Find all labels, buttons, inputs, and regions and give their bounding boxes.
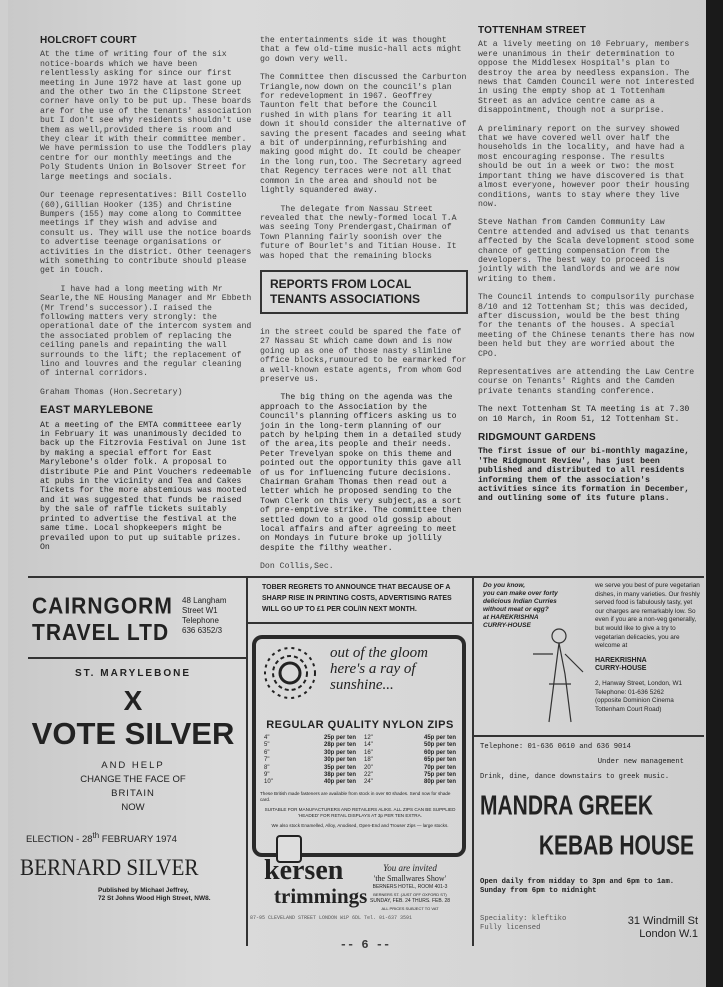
mandra-name: KEBAB HOUSE bbox=[538, 831, 694, 862]
mandra-greek-ad bbox=[480, 743, 702, 943]
zip-size: 14" bbox=[364, 742, 373, 749]
harekrishna-address: 2, Hanway Street, London, W1 bbox=[595, 679, 683, 687]
zip-price-row bbox=[364, 772, 456, 779]
paragraph: The Council intends to compulsorily purchase 8/10 and 12 Tottenham St; this was decided, after discussion, would be the best thing for the tenants of the houses. A special meeting of the Chinese tenants there has now been held but they are worried about the CPO. bbox=[478, 293, 695, 359]
box-title-line: TENANTS ASSOCIATIONS bbox=[270, 291, 421, 306]
zip-price: 38p per ten bbox=[323, 772, 356, 779]
zip-price-row bbox=[364, 765, 456, 772]
zip-size: 9" bbox=[264, 772, 270, 779]
intro-line: without meat or egg? bbox=[483, 606, 549, 613]
zip-price-row bbox=[264, 772, 356, 779]
tottenham-heading: TOTTENHAM STREET bbox=[478, 25, 587, 36]
intro-line: at HAREKRISHNA bbox=[483, 614, 539, 621]
column-3 bbox=[478, 26, 698, 513]
cairngorm-address: 48 Langham bbox=[182, 596, 227, 605]
election-date-text: FEBRUARY 1974 bbox=[99, 834, 177, 846]
paragraph: The Committee then discussed the Carburton Triangle,now down on the council's plan for redevelopment in 1967. Geoffrey Taunton felt that before the Council rushed in with plans for tearing it all down it should consider the alternative of saving the present facades and seeing what a bit of underpinning,refurbishing and making good might do. It could be cheaper in the long run,too. The Secretary agreed that Regency terraces were not all that common in the area and should not be lightly squandered away. bbox=[260, 73, 467, 196]
paragraph: Steve Nathan from Camden Community Law Centre attended and advised us that tenants affected by the Scala development stood some chance of getting compensation from the developers. The best way to proceed is jointly with the landlords and we are now writing to them. bbox=[478, 218, 695, 284]
signature: Don Collis,Sec. bbox=[260, 562, 334, 572]
zip-price-row bbox=[264, 735, 356, 742]
zip-price-row bbox=[264, 757, 356, 764]
paragraph: At the time of writing four of the six notice-boards which we have been relentlessly asking for since our first meeting in June 1972 have at last gone up and the other two in the Clipstone Street corner have only to be put up. These boards are for the use of the tenants' association but I don't see why residents shouldn't use them as well,provided there is room and they clear it with their committee member. We have permission to use the Toddlers play centre for our monthly meetings and the Poly Students Union in Bolsover Street for large meetings and socials. bbox=[40, 50, 252, 182]
zip-price-row bbox=[264, 750, 356, 757]
paragraph: The delegate from Nassau Street revealed that the newly-formed local T.A was seeing Tony Prendergast,Chairman of Town Planning fairly soonish over the future of Bourlet's and Titian House. It was hoped that the remaining blocks bbox=[260, 204, 457, 261]
x-mark: X bbox=[123, 685, 143, 716]
cairngorm-address: Telephone bbox=[182, 616, 219, 625]
kersen-trimmings-ad bbox=[250, 633, 470, 945]
zip-size: 24" bbox=[364, 779, 373, 786]
zip-price: 70p per ten bbox=[423, 764, 456, 771]
zip-size: 22" bbox=[364, 772, 373, 779]
brand-name: trimmings bbox=[274, 884, 368, 908]
slogan-line: AND HELP bbox=[101, 760, 165, 771]
slogan-line: NOW bbox=[121, 802, 145, 813]
zip-price: 35p per ten bbox=[323, 764, 356, 771]
harekrishna-address: Telephone: 01-636 5262 bbox=[595, 688, 664, 696]
zip-note: SUITABLE FOR MANUFACTURERS AND RETAILERS ALIKE. ALL ZIPS CAN BE SUPPLIED 'HEADED' FOR RETAIL DISPLAYS AT 3p PER TEN EXTRA. bbox=[264, 807, 456, 818]
show-street: BERNERS ST. (JUST OFF OXFORD ST) bbox=[373, 892, 447, 897]
management-note: Under new management bbox=[597, 758, 684, 766]
zip-price-row bbox=[264, 779, 356, 786]
zip-price: 65p per ten bbox=[423, 757, 456, 764]
signature: Graham Thomas (Hon.Secretary) bbox=[40, 387, 183, 397]
zip-size: 4" bbox=[264, 735, 270, 741]
cairngorm-name: CAIRNGORM bbox=[32, 593, 173, 619]
zip-size: 10" bbox=[264, 779, 273, 786]
slogan: VOTE SILVER bbox=[31, 716, 235, 751]
kersen-address: 87-95 CLEVELAND STREET LONDON W1P 6DL Tel. 01-637 3591 bbox=[250, 915, 413, 921]
show-name: 'the Smallwares Show' bbox=[373, 874, 447, 883]
box-title-line: REPORTS FROM LOCAL bbox=[270, 276, 412, 291]
zip-price-row bbox=[364, 779, 456, 786]
cairngorm-address: Street W1 bbox=[182, 606, 218, 615]
intro-line: CURRY-HOUSE bbox=[483, 622, 531, 629]
mandra-tagline: Drink, dine, dance downstairs to greek music. bbox=[480, 773, 670, 781]
opening-hours: Open daily from midday to 3pm and 6pm to 1am. Sunday from 6pm to midnight bbox=[480, 878, 675, 895]
zip-price: 60p per ten bbox=[423, 749, 456, 756]
zip-price-row bbox=[264, 765, 356, 772]
intro-line: you can make over forty bbox=[483, 590, 558, 597]
harekrishna-address: (opposite Dominion Cinema bbox=[595, 697, 674, 705]
zip-note: We also stock Enamelled, Alloy, Anodised, Open-End and Trouser Zips — large stocks. bbox=[271, 823, 449, 828]
paragraph: I have had a long meeting with Mr Searle,the NE Housing Manager and Mr Ebbeth (Mr Trend's successor).I raised the following matters very strongly: the operational date of the intercom system and the associated problem of replacing the ceiling panels and repainting the wall surrounds to the lift; the replacement of lino and louvres and the regular cleaning of internal corridors. bbox=[40, 284, 252, 379]
tober-notice: TOBER REGRETS TO ANNOUNCE THAT BECAUSE OF A SHARP RISE IN PRINTING COSTS, ADVERTISING RATES WILL GO UP TO £1 PER COL/IN NEXT MONTH. bbox=[262, 584, 452, 613]
zip-size: 20" bbox=[364, 764, 373, 771]
divider bbox=[472, 576, 474, 946]
speciality: Speciality: kleftiko bbox=[480, 915, 567, 923]
paragraph: The next Tottenham St TA meeting is at 7.30 on 10 March, in Room 51, 12 Tottenham St. bbox=[478, 405, 690, 424]
zip-price: 80p per ten bbox=[423, 779, 456, 786]
page-number: -- 6 -- bbox=[339, 938, 391, 952]
election-date bbox=[20, 831, 246, 845]
zip-size: 8" bbox=[264, 764, 270, 771]
divider bbox=[28, 657, 246, 659]
paragraph: The big thing on the agenda was the approach to the Association by the Council's planning officers asking us to join in the long-term planning of our patch by helping them in a detailed study of the area,its people and their needs. Peter Trevelyan spoke on this theme and pointed out the opportunity this gave all of us for influencing future decisions. Chairman Graham Thomas then read out a letter which he proposed sending to the Town Clerk on this very subject,as a sort of pre-emptive strike. The committee then settled down to a good old gossip about local affairs and after agreeing to meet on Mondays in future broke up jollily despite the filthy weather. bbox=[260, 393, 462, 553]
intro-line: Do you know, bbox=[483, 582, 526, 589]
harekrishna-address: Tottenham Court Road) bbox=[595, 705, 662, 713]
zips-title: REGULAR QUALITY NYLON ZIPS bbox=[266, 719, 454, 731]
zip-price-row bbox=[364, 757, 456, 764]
paragraph: Representatives are attending the Law Centre course on Tenants' Rights and the Camden private tenants standing conference. bbox=[478, 368, 695, 396]
sun-icon bbox=[262, 645, 318, 701]
zip-price-row bbox=[364, 750, 456, 757]
mandra-telephone: Telephone: 01-636 0610 and 636 9014 bbox=[480, 743, 631, 751]
brand-name: kersen bbox=[264, 855, 344, 886]
paragraph: At a meeting of the EMTA committeee early in February it was unanimously decided to back up the Fitzrovia Festival on June 1st by making a special effort for East Marylebone's older folk. A proposal to distribute Pie and Pint Vouchers redeemable at pubs in the vicinity and Tea and Cakes Tickets for the more abstemious was mooted and it was suggested that funds be raised by the sale of raffle tickets suitably printed to advertise the festival at the same time. Local shopkeepers might be prevailed upon to put up suitable prizes. On bbox=[40, 420, 252, 552]
show-venue: BERNERS HOTEL, ROOM 401-3 bbox=[372, 884, 448, 890]
paragraph: Our teenage representatives: Bill Costello (60),Gillian Hooker (135) and Christine Bumpers (155) may come along to Committee meetings if they wish and advise and consult us. They will use the notice boards to advertise teenage organisations or activities in the district. Other teenagers with something to contribute should please get in touch. bbox=[40, 191, 252, 276]
harekrishna-body: we serve you best of pure vegetarian dishes, in many varieties. Our freshly served food is fabulously tasty, yet our charges are remarkably low. So even if you are a non-veg generally, but would like to give a try to vegetarian delicacies, you are welcome at bbox=[595, 582, 700, 650]
divider bbox=[472, 735, 704, 737]
zip-price: 30p per ten bbox=[323, 757, 356, 764]
vat-note: ALL PRICES SUBJECT TO VAT bbox=[381, 906, 439, 911]
zip-size: 6" bbox=[264, 749, 270, 756]
vote-silver-ad bbox=[20, 668, 246, 903]
zip-price: 75p per ten bbox=[423, 772, 456, 779]
krishna-illustration-icon bbox=[529, 624, 589, 729]
paragraph: the entertainments side it was thought that a few old-time music-hall acts might go down very well. bbox=[260, 36, 462, 64]
candidate-name: BERNARD SILVER bbox=[20, 855, 199, 881]
invited-text: You are invited bbox=[383, 863, 437, 873]
intro-line: delicious Indian Curries bbox=[483, 598, 557, 605]
ordinal: th bbox=[92, 831, 100, 840]
column-1 bbox=[40, 36, 252, 561]
zip-price: 30p per ten bbox=[323, 749, 356, 756]
divider bbox=[28, 576, 704, 578]
ridgmount-heading: RIDGMOUNT GARDENS bbox=[478, 432, 596, 444]
divider bbox=[246, 622, 472, 624]
scan-edge bbox=[706, 0, 723, 987]
harekrishna-ad bbox=[483, 582, 703, 732]
zip-size: 16" bbox=[364, 749, 373, 756]
licence-note: Fully licensed bbox=[480, 924, 541, 932]
mandra-address: 31 Windmill St bbox=[627, 915, 698, 927]
zip-size: 7" bbox=[264, 757, 270, 764]
harekrishna-name: HAREKRISHNA bbox=[595, 656, 647, 664]
zip-note: These British made fasteners are available from stock in over 60 shades. Send now for shade card. bbox=[260, 791, 451, 802]
zip-size: 5" bbox=[264, 742, 270, 749]
zip-price-table bbox=[264, 735, 456, 787]
column-2 bbox=[260, 36, 468, 581]
constituency: ST. MARYLEBONE bbox=[75, 668, 191, 679]
paragraph: The first issue of our bi-monthly magazine, 'The Ridgmount Review', has just been published and distributed to all residents informing them of the association's activities since its formation in December, and outlining some of its future plans. bbox=[478, 447, 690, 504]
election-label: ELECTION - 28 bbox=[26, 834, 93, 846]
cairngorm-name: TRAVEL LTD bbox=[32, 620, 170, 646]
zip-size: 12" bbox=[364, 735, 373, 741]
zip-price-row bbox=[364, 735, 456, 742]
mandra-name: MANDRA GREEK bbox=[480, 791, 654, 822]
mandra-address: London W.1 bbox=[639, 928, 698, 940]
publisher-line: Published by Michael Jeffrey, bbox=[98, 887, 189, 895]
slogan-line: BRITAIN bbox=[111, 788, 155, 799]
reports-box bbox=[260, 270, 468, 314]
slogan-line: CHANGE THE FACE OF bbox=[80, 774, 186, 785]
paragraph: in the street could be spared the fate of 27 Nassau St which came down and is now going up as one of those nasty slimline office blocks,rumoured to be earmarked for a well-known estate agents, from whom God preserve us. bbox=[260, 327, 467, 384]
harekrishna-name: CURRY-HOUSE bbox=[595, 665, 647, 673]
show-dates: SUNDAY, FEB. 24 THURS. FEB. 28 bbox=[369, 898, 451, 904]
zip-price: 50p per ten bbox=[423, 742, 456, 749]
zip-price: 25p per ten bbox=[323, 735, 356, 741]
cairngorm-address: 636 6352/3 bbox=[182, 626, 223, 635]
east-marylebone-heading: EAST MARYLEBONE bbox=[40, 404, 154, 417]
zip-size: 18" bbox=[364, 757, 373, 764]
zip-price: 28p per ten bbox=[323, 742, 356, 749]
holcroft-heading: HOLCROFT COURT bbox=[40, 35, 137, 46]
zip-price: 45p per ten bbox=[423, 735, 456, 741]
headline-line: here's a ray of bbox=[330, 661, 416, 677]
publisher-line: 72 St Johns Wood High Street, NW8. bbox=[98, 895, 211, 903]
paragraph: At a lively meeting on 10 February, members were unanimous in their determination to oppose the Middlesex Hospital's plan to destroy the area by needless expansion. The news that Camden Council were not interested in using the empty shop at 1 Tottenham Street as an advice centre came as a disappointment, though not a surprise. bbox=[478, 40, 695, 116]
zip-price: 40p per ten bbox=[323, 779, 356, 786]
zip-price-row bbox=[264, 742, 356, 749]
headline-line: sunshine... bbox=[330, 677, 394, 693]
zip-price-row bbox=[364, 742, 456, 749]
headline-line: out of the gloom bbox=[330, 645, 428, 661]
divider bbox=[246, 576, 248, 946]
paragraph: A preliminary report on the survey showed that we have covered well over half the households in the locality, and have had a most encouraging response. The results should be out in a week or two: the most important thing we have discovered is that almost everyone, however poor their housing conditions, wants to stay where they live now. bbox=[478, 124, 690, 209]
